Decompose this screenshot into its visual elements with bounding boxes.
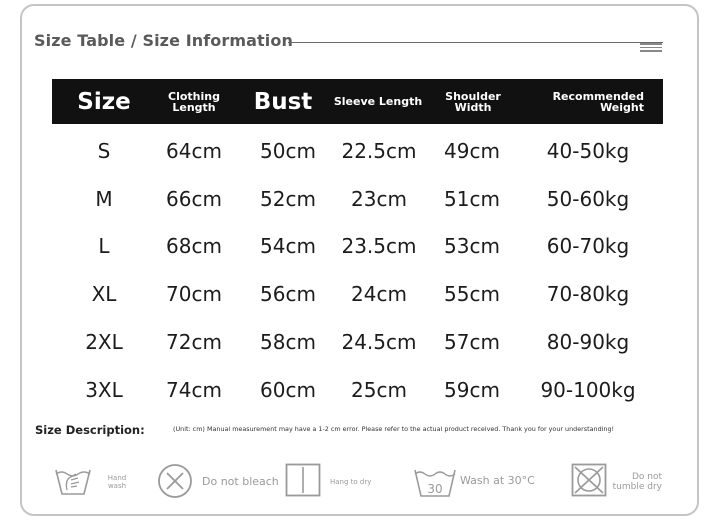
table-row (52, 179, 663, 219)
cell-bust: 52cm (260, 187, 316, 211)
cell-size: L (98, 234, 110, 258)
cell-size: XL (91, 282, 117, 306)
header-sleeve-length: Sleeve Length (333, 95, 423, 108)
table-row (52, 131, 663, 171)
table-row (52, 322, 663, 362)
title-divider (288, 42, 663, 43)
cell-weight: 60-70kg (546, 234, 630, 258)
no-tumble-dry-label-line1: Do not (631, 472, 662, 482)
cell-size: 3XL (85, 378, 123, 402)
table-row (52, 226, 663, 266)
cell-sleeve-length: 22.5cm (341, 139, 417, 163)
cell-shoulder-width: 53cm (444, 234, 500, 258)
wash-temp-number: 30 (427, 482, 443, 496)
cell-sleeve-length: 25cm (351, 378, 407, 402)
header-recommended-weight (540, 79, 644, 124)
cell-shoulder-width: 57cm (444, 330, 500, 354)
cell-clothing-length: 68cm (166, 234, 222, 258)
hang-dry-label: Hang to dry (330, 478, 372, 486)
table-row (52, 370, 663, 410)
cell-clothing-length: 64cm (166, 139, 222, 163)
no-tumble-dry-label (604, 472, 662, 492)
hand-wash-label (104, 474, 130, 490)
cell-sleeve-length: 24cm (351, 282, 407, 306)
header-weight-line1: Recommended (552, 89, 644, 103)
cell-sleeve-length: 24.5cm (341, 330, 417, 354)
header-clothing-length (160, 79, 228, 124)
menu-lines-icon (640, 43, 662, 53)
cell-clothing-length: 70cm (166, 282, 222, 306)
cell-clothing-length: 72cm (166, 330, 222, 354)
no-tumble-dry-label-line2: tumble dry (612, 482, 662, 492)
cell-weight: 80-90kg (546, 330, 630, 354)
cell-shoulder-width: 59cm (444, 378, 500, 402)
header-shoulder-width (438, 79, 508, 124)
header-shoulder-width-line1: Shoulder (445, 89, 501, 103)
hand-wash-label-line1: Hand (107, 474, 127, 482)
table-header (52, 79, 663, 124)
cell-weight: 50-60kg (546, 187, 630, 211)
cell-size: S (97, 139, 111, 163)
cell-weight: 90-100kg (540, 378, 636, 402)
header-clothing-length-line2: Length (172, 100, 216, 114)
header-weight-line2: Weight (600, 100, 644, 114)
cell-weight: 40-50kg (546, 139, 630, 163)
header-bust: Bust (253, 88, 313, 115)
no-bleach-label: Do not bleach (202, 475, 279, 488)
cell-size: 2XL (85, 330, 123, 354)
cell-bust: 58cm (260, 330, 316, 354)
cell-shoulder-width: 49cm (444, 139, 500, 163)
cell-bust: 54cm (260, 234, 316, 258)
hang-dry-icon (285, 463, 321, 497)
cell-clothing-length: 66cm (166, 187, 222, 211)
hand-wash-icon (54, 464, 92, 498)
header-size: Size (77, 88, 131, 115)
hand-wash-label-line2: wash (107, 482, 127, 490)
cell-shoulder-width: 51cm (444, 187, 500, 211)
table-row (52, 274, 663, 314)
page-title: Size Table / Size Information (34, 31, 293, 50)
cell-weight: 70-80kg (546, 282, 630, 306)
header-clothing-length-line1: Clothing (168, 89, 220, 103)
cell-bust: 50cm (260, 139, 316, 163)
size-description-label: Size Description: (35, 423, 145, 437)
cell-bust: 56cm (260, 282, 316, 306)
wash-30-icon (413, 466, 457, 498)
size-description-text: (Unit: cm) Manual measurement may have a 1-2 cm error. Please refer to the actual product received. Thank you for your understanding! (173, 425, 615, 433)
no-bleach-icon (157, 463, 193, 499)
wash-30-label: Wash at 30°C (460, 474, 535, 487)
cell-sleeve-length: 23.5cm (341, 234, 417, 258)
cell-sleeve-length: 23cm (351, 187, 407, 211)
cell-size: M (95, 187, 113, 211)
cell-shoulder-width: 55cm (444, 282, 500, 306)
cell-clothing-length: 74cm (166, 378, 222, 402)
header-shoulder-width-line2: Width (454, 100, 492, 114)
cell-bust: 60cm (260, 378, 316, 402)
no-tumble-dry-icon (571, 463, 607, 497)
